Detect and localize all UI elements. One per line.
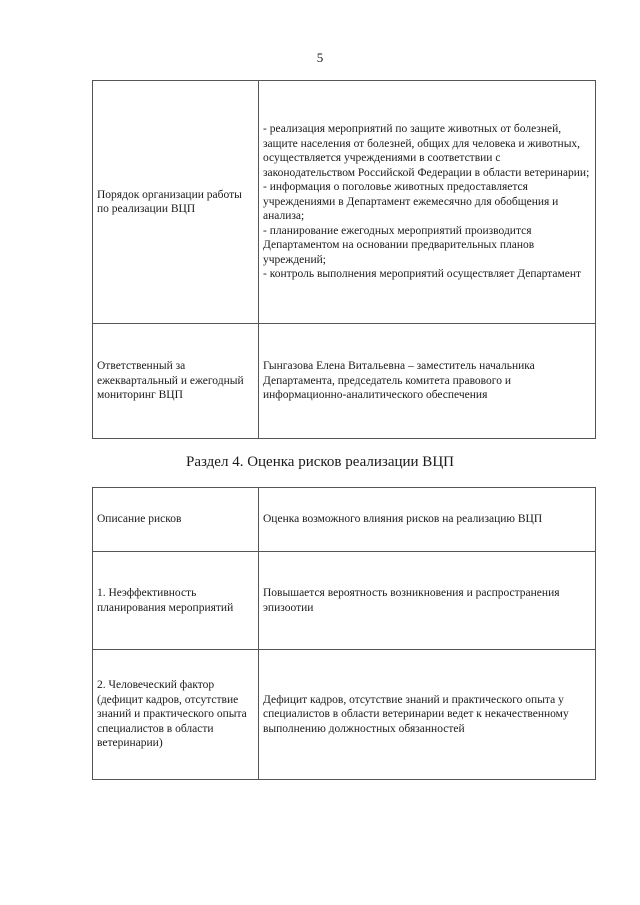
section-heading: Раздел 4. Оценка рисков реализации ВЦП xyxy=(186,454,454,470)
row-label-responsible-monitoring: Ответственный за ежеквартальный и ежегодный мониторинг ВЦП xyxy=(93,324,259,439)
risk-assessment-table xyxy=(92,487,596,780)
risk-impact-cell: Дефицит кадров, отсутствие знаний и практического опыта у специалистов в области ветеринарии ведет к некачественному выполнению должностных обязанностей xyxy=(259,650,596,780)
row-text-organization-order: - реализация мероприятий по защите животных от болезней, защите населения от болезней, общих для человека и животных, осуществляется учреждениями в соответствии с законодательством Российской Федерации в области ветеринарии; - информация о поголовье животных предоставляется учреждениями в Департамент ежемесячно для обобщения и анализа; - планирование ежегодных мероприятий производится Департаментом на основании предварительных планов учреждений; - контроль выполнения мероприятий осуществляет Департамент xyxy=(259,81,596,324)
risk-impact-cell: Повышается вероятность возникновения и распространения эпизоотии xyxy=(259,552,596,650)
risk-description-cell: 1. Неэффективность планирования мероприятий xyxy=(93,552,259,650)
table-row xyxy=(93,650,596,780)
row-text-responsible-monitoring: Гынгазова Елена Витальевна – заместитель начальника Департамента, председатель комитета правового и информационно-аналитического обеспечения xyxy=(259,324,596,439)
table-header-row xyxy=(93,488,596,552)
column-header-risk-description: Описание рисков xyxy=(93,488,259,552)
row-label-organization-order: Порядок организации работы по реализации ВЦП xyxy=(93,81,259,324)
page-number: 5 xyxy=(316,50,324,65)
table-row xyxy=(93,552,596,650)
column-header-risk-impact: Оценка возможного влияния рисков на реализацию ВЦП xyxy=(259,488,596,552)
table-row xyxy=(93,324,596,439)
risk-description-cell: 2. Человеческий фактор (дефицит кадров, отсутствие знаний и практического опыта специалистов в области ветеринарии) xyxy=(93,650,259,780)
program-organization-table xyxy=(92,80,596,439)
table-row xyxy=(93,81,596,324)
